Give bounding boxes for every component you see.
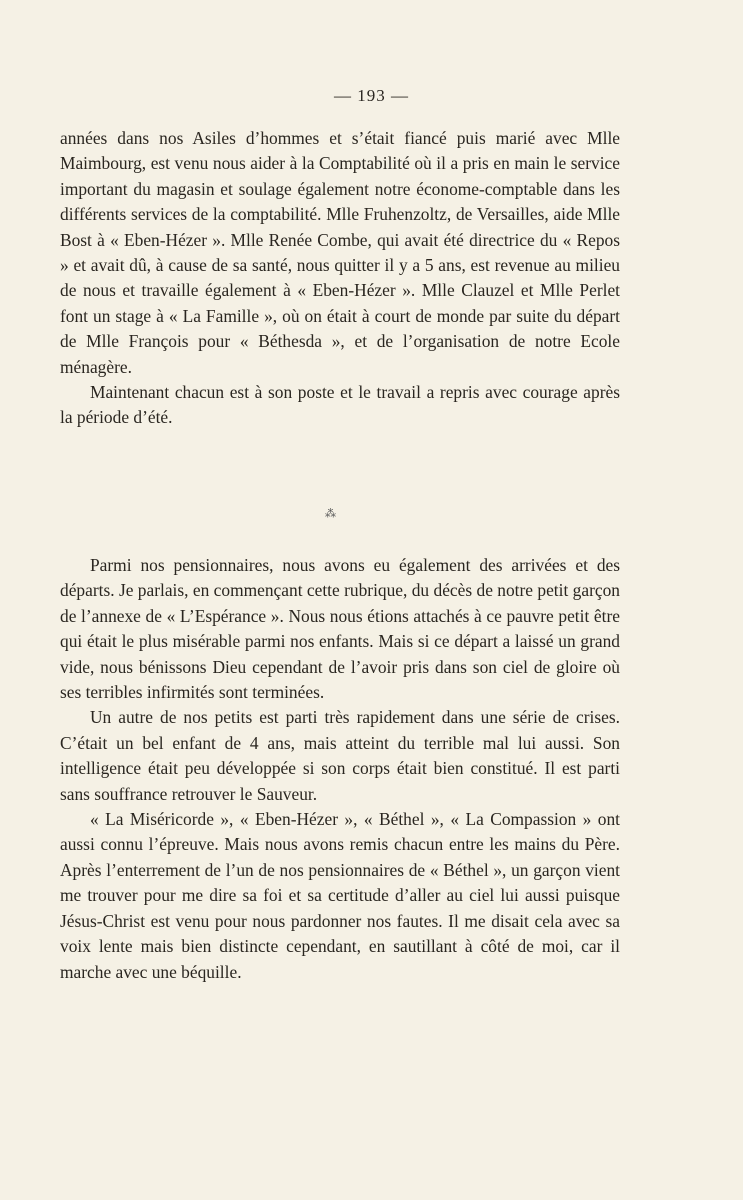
- section-1: [60, 126, 620, 431]
- paragraph-4: Un autre de nos petits est parti très rapidement dans une série de crises. C’était un bel enfant de 4 ans, mais atteint du terrible mal lui aussi. Son intelligence était peu développée si son corps était bien constitué. Il est parti sans souffrance retrouver le Sauveur.: [60, 707, 620, 804]
- page-number: — 193 —: [334, 86, 409, 105]
- paragraph-3: Parmi nos pensionnaires, nous avons eu également des arrivées et des départs. Je parlais, en commençant cette rubrique, du décès de notre petit garçon de l’annexe de « L’Espérance ». Nous nous étions attachés à ce pauvre petit être qui était le plus misérable parmi nos enfants. Mais si ce départ a laissé un grand vide, nous bénissons Dieu cependant de l’avoir pris dans son ciel de gloire où ses terribles infirmités sont terminées.: [60, 555, 620, 703]
- section-ornament: ⁂: [325, 508, 337, 520]
- paragraph-5: « La Miséricorde », « Eben-Hézer », « Béthel », « La Compassion » ont aussi connu l’épreuve. Mais nous avons remis chacun entre les mains du Père. Après l’enterrement de l’un de nos pensionnaires de « Béthel », un garçon vient me trouver pour me dire sa foi et sa certitude d’aller au ciel lui aussi puisque Jésus-Christ est venu pour nous pardonner nos fautes. Il me disait cela avec sa voix lente mais bien distincte cependant, en sautillant à côté de moi, car il marche avec une béquille.: [60, 809, 620, 982]
- paragraph-1: années dans nos Asiles d’hommes et s’était fiancé puis marié avec Mlle Maimbourg, est venu nous aider à la Comptabilité où il a pris en main le service important du magasin et soulage également notre économe-comptable dans les différents services de la comptabilité. Mlle Fruhenzoltz, de Versailles, aide Mlle Bost à « Eben-Hézer ». Mlle Renée Combe, qui avait été directrice du « Repos » et avait dû, à cause de sa santé, nous quitter il y a 5 ans, est revenue au milieu de nous et travaille également à « Eben-Hézer ». Mlle Clauzel et Mlle Perlet font un stage à « La Famille », où on était à court de monde par suite du départ de Mlle François pour « Béthesda », et de l’organisation de notre Ecole ménagère.: [60, 128, 620, 377]
- section-2: [60, 553, 620, 985]
- paragraph-2: Maintenant chacun est à son poste et le travail a repris avec courage après la période d’été.: [60, 382, 620, 428]
